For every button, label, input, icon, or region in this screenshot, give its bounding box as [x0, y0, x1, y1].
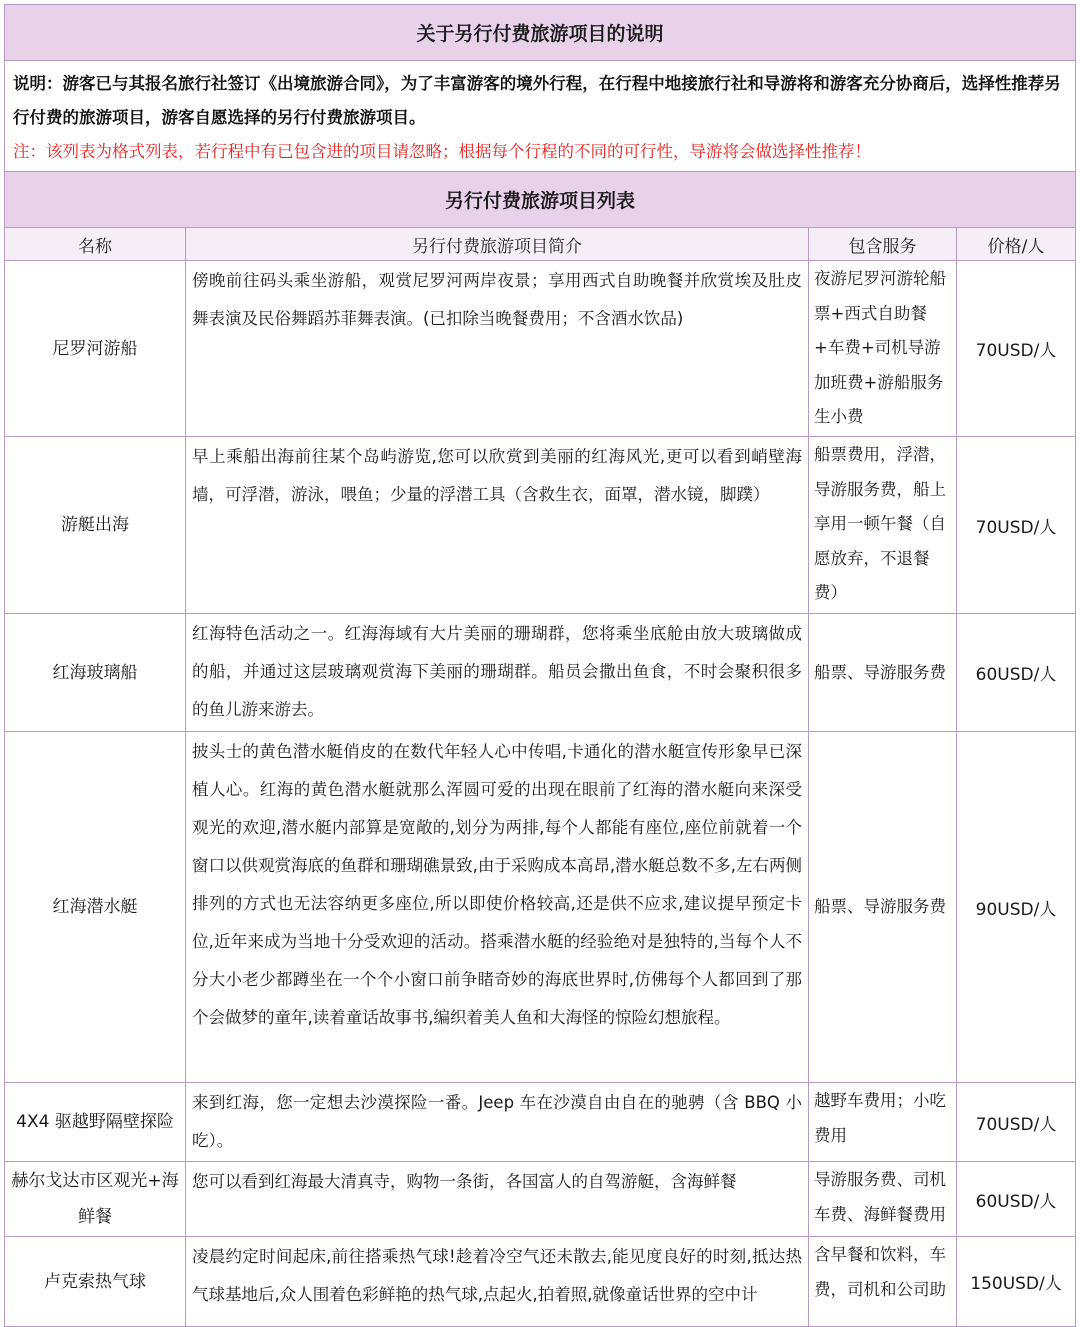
sheet-title: 关于另行付费旅游项目的说明 [5, 5, 1076, 61]
item-name: 尼罗河游船 [5, 261, 186, 437]
item-name: 赫尔戈达市区观光+海鲜餐 [5, 1162, 186, 1237]
item-description: 傍晚前往码头乘坐游船，观赏尼罗河两岸夜景；享用西式自助晚餐并欣赏埃及肚皮舞表演及民俗舞蹈苏菲舞表演。(已扣除当晚餐费用；不含酒水饮品) [186, 261, 809, 437]
item-name: 卢克索热气球 [5, 1237, 186, 1327]
item-name: 红海潜水艇 [5, 732, 186, 1083]
item-services: 夜游尼罗河游轮船票+西式自助餐+车费+司机导游加班费+游船服务生小费 [809, 261, 957, 437]
table-row [5, 437, 1076, 614]
item-price: 60USD/人 [957, 614, 1076, 732]
item-services: 船票、导游服务费 [809, 614, 957, 732]
table-row [5, 1237, 1076, 1327]
item-price: 70USD/人 [957, 1083, 1076, 1162]
item-services: 导游服务费、司机车费、海鲜餐费用 [809, 1162, 957, 1237]
table-row [5, 261, 1076, 437]
item-name: 游艇出海 [5, 437, 186, 614]
list-title: 另行付费旅游项目列表 [5, 172, 1076, 228]
item-services: 含早餐和饮料，车费，司机和公司助 [809, 1237, 957, 1327]
item-name: 红海玻璃船 [5, 614, 186, 732]
intro-text: 说明：游客已与其报名旅行社签订《出境旅游合同》，为了丰富游客的境外行程，在行程中地接旅行社和导游将和游客充分协商后，选择性推荐另行付费的旅游项目，游客自愿选择的另行付费旅游项目。 [13, 74, 1061, 127]
item-name: 4X4 驱越野隔壁探险 [5, 1083, 186, 1162]
item-description: 来到红海，您一定想去沙漠探险一番。Jeep 车在沙漠自由自在的驰骋（含 BBQ 小吃）。 [186, 1083, 809, 1162]
intro-block [5, 61, 1076, 172]
column-header-description: 另行付费旅游项目简介 [186, 228, 809, 261]
item-services: 船票、导游服务费 [809, 732, 957, 1083]
table-row [5, 614, 1076, 732]
item-description: 红海特色活动之一。红海海域有大片美丽的珊瑚群，您将乘坐底舱由放大玻璃做成的船，并通过这层玻璃观赏海下美丽的珊瑚群。船员会撒出鱼食，不时会聚积很多的鱼儿游来游去。 [186, 614, 809, 732]
item-description: 披头士的黄色潜水艇俏皮的在数代年轻人心中传唱,卡通化的潜水艇宣传形象早已深植人心。红海的黄色潜水艇就那么浑圆可爱的出现在眼前了红海的潜水艇向来深受观光的欢迎,潜水艇内部算是宽敞的,划分为两排,每个人都能有座位,座位前就着一个窗口以供观赏海底的鱼群和珊瑚礁景致,由于采购成本高昂,潜水艇总数不多,左右两侧排列的方式也无法容纳更多座位,所以即使价格较高,还是供不应求,建议提早预定卡位,近年来成为当地十分受欢迎的活动。搭乘潜水艇的经验绝对是独特的,当每个人不分大小老少都蹲坐在一个个小窗口前争睹奇妙的海底世界时,仿佛每个人都回到了那个会做梦的童年,读着童话故事书,编织着美人鱼和大海怪的惊险幻想旅程。 [186, 732, 809, 1083]
item-price: 70USD/人 [957, 437, 1076, 614]
item-price: 70USD/人 [957, 261, 1076, 437]
table-row [5, 1162, 1076, 1237]
table-row [5, 732, 1076, 1083]
note-text: 注：该列表为格式列表，若行程中有已包含进的项目请忽略；根据每个行程的不同的可行性，导游将会做选择性推荐！ [13, 142, 871, 161]
column-header-name: 名称 [5, 228, 186, 261]
item-price: 90USD/人 [957, 732, 1076, 1083]
column-header-services: 包含服务 [809, 228, 957, 261]
item-price: 150USD/人 [957, 1237, 1076, 1327]
item-description: 凌晨约定时间起床,前往搭乘热气球!趁着冷空气还未散去,能见度良好的时刻,抵达热气球基地后,众人围着色彩鲜艳的热气球,点起火,拍着照,就像童话世界的空中计 [186, 1237, 809, 1327]
item-services: 越野车费用；小吃费用 [809, 1083, 957, 1162]
table-row [5, 1083, 1076, 1162]
item-description: 早上乘船出海前往某个岛屿游览,您可以欣赏到美丽的红海风光,更可以看到峭壁海墙，可浮潜，游泳，喂鱼；少量的浮潜工具（含救生衣，面罩，潜水镜，脚蹼） [186, 437, 809, 614]
item-price: 60USD/人 [957, 1162, 1076, 1237]
column-header-price: 价格/人 [957, 228, 1076, 261]
item-services: 船票费用，浮潜，导游服务费，船上享用一顿午餐（自愿放弃，不退餐费） [809, 437, 957, 614]
item-description: 您可以看到红海最大清真寺，购物一条街，各国富人的自驾游艇，含海鲜餐 [186, 1162, 809, 1237]
tour-items-sheet [4, 4, 1076, 1327]
